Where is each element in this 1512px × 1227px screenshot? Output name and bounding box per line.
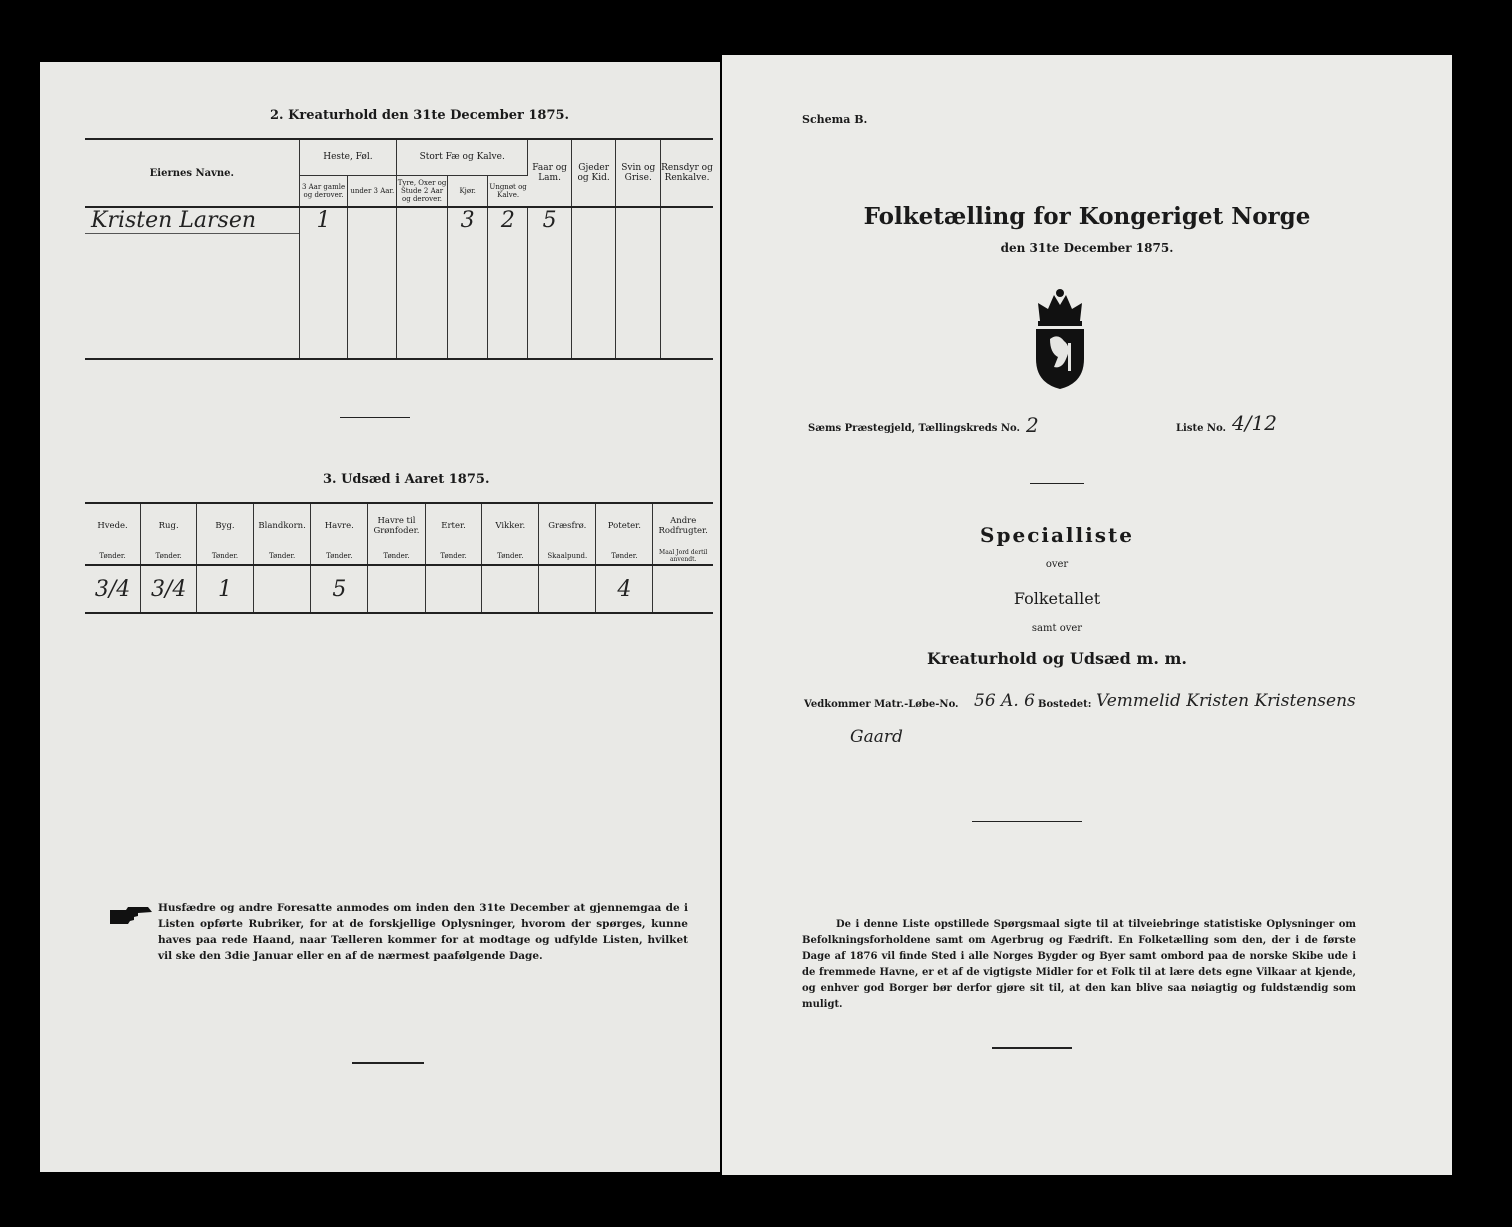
cell-c2: 3 bbox=[447, 207, 487, 234]
main-title: Folketælling for Kongeriget Norge bbox=[863, 203, 1311, 230]
h-blandkorn: Blandkorn. bbox=[253, 503, 311, 547]
divider bbox=[972, 821, 1082, 822]
samt-over-text: samt over bbox=[1031, 623, 1083, 634]
h-andre: Andre Rodfrugter. bbox=[658, 515, 708, 536]
h-rug: Rug. bbox=[141, 503, 197, 547]
col-reindeer: Rensdyr og Renkalve. bbox=[661, 139, 713, 207]
col-h1: 3 Aar gamle og derover. bbox=[299, 175, 348, 207]
col-goats: Gjeder og Kid. bbox=[571, 139, 616, 207]
parish-label: Sæms Præstegjeld, Tællingskreds No. bbox=[808, 423, 1021, 434]
divider bbox=[352, 1062, 424, 1064]
col-c1: Tyre, Oxer og Stude 2 Aar og derover. bbox=[397, 175, 448, 207]
section3-title: 3. Udsæd i Aaret 1875. bbox=[323, 472, 490, 487]
cell-c3: 2 bbox=[488, 207, 528, 234]
section2-title: 2. Kreaturhold den 31te December 1875. bbox=[270, 108, 570, 123]
col-owner: Eiernes Navne. bbox=[85, 139, 299, 207]
h-poteter: Poteter. bbox=[596, 503, 653, 547]
grp-cattle: Stort Fæ og Kalve. bbox=[397, 139, 528, 175]
notice-text: Husfædre og andre Foresatte anmodes om inden den 31te December at gjennemgaa de i Listen opførte Rubriker, for at de forskjellige Oplysninger, hvorom der spørges, kunne haves paa rede Haand, naar Tælleren kommer for at modtage og udfylde Listen, hvilket vil ske den 3die Januar eller en af de nærmest paafølgende Dage. bbox=[158, 902, 688, 962]
cell-sheep: 5 bbox=[528, 207, 572, 234]
divider bbox=[340, 417, 410, 418]
col-h2: under 3 Aar. bbox=[348, 175, 397, 207]
bosted-label: Bostedet: bbox=[1038, 699, 1092, 710]
v-byg: 1 bbox=[197, 565, 254, 613]
col-c3: Ungnøt og Kalve. bbox=[488, 175, 528, 207]
u-havre: Tønder. bbox=[311, 547, 368, 565]
folketallet-heading: Folketallet bbox=[1013, 589, 1101, 608]
footer-text: De i denne Liste opstillede Spørgsmaal sigte til at tilveiebringe statistiske Oplysninger om Befolkningsforholdene samt om Agerbrug og Fædrift. En Folketælling som den, der i de første Dage af 1876 vil finde Sted i alle Norges Bygder og Byer samt ombord paa de norske Skibe ude i de fremmede Havne, er et af de vigtigste Midler for et Folk til at lære dets egne Vilkaar at kjende, og enhver god Borger bør derfor gjøre sit til, at den kan blive saa nøiagtig og fuldstændig som muligt. bbox=[802, 919, 1356, 1010]
pointing-hand-icon bbox=[108, 904, 154, 926]
u-blandkorn: Tønder. bbox=[253, 547, 311, 565]
h-erter: Erter. bbox=[425, 503, 482, 547]
u-byg: Tønder. bbox=[197, 547, 254, 565]
v-hvede: 3/4 bbox=[85, 565, 141, 613]
u-poteter: Tønder. bbox=[596, 547, 653, 565]
u-vikker: Tønder. bbox=[482, 547, 539, 565]
grp-horses: Heste, Føl. bbox=[299, 139, 396, 175]
h-graesfro: Græsfrø. bbox=[539, 503, 596, 547]
list-no: 4/12 bbox=[1232, 411, 1277, 435]
owner-name: Kristen Larsen bbox=[85, 207, 299, 234]
title-date: den 31te December 1875. bbox=[1000, 241, 1174, 255]
livestock-table bbox=[85, 138, 713, 360]
v-havre: 5 bbox=[311, 565, 368, 613]
table-row bbox=[85, 565, 713, 613]
u-erter: Tønder. bbox=[425, 547, 482, 565]
divider bbox=[992, 1047, 1072, 1049]
v-rug: 3/4 bbox=[141, 565, 197, 613]
v-poteter: 4 bbox=[596, 565, 653, 613]
left-page bbox=[40, 62, 720, 1172]
cell-h1: 1 bbox=[299, 207, 348, 234]
bosted-line1: Vemmelid Kristen Kristensens bbox=[1096, 691, 1356, 711]
u-rug: Tønder. bbox=[141, 547, 197, 565]
bosted-line2: Gaard bbox=[850, 727, 903, 747]
table-row bbox=[85, 207, 713, 234]
u-andre: Maal Jord dertil anvendt. bbox=[659, 548, 708, 563]
matr-no: 56 A. 6 bbox=[974, 691, 1035, 711]
h-vikker: Vikker. bbox=[482, 503, 539, 547]
list-label: Liste No. bbox=[1176, 423, 1227, 434]
col-pigs: Svin og Grise. bbox=[616, 139, 661, 207]
col-sheep: Faar og Lam. bbox=[528, 139, 572, 207]
h-havre: Havre. bbox=[311, 503, 368, 547]
right-page bbox=[722, 55, 1452, 1175]
h-hvede: Hvede. bbox=[85, 503, 141, 547]
h-byg: Byg. bbox=[197, 503, 254, 547]
over-text: over bbox=[1045, 559, 1069, 570]
divider bbox=[1030, 483, 1084, 484]
u-hvede: Tønder. bbox=[85, 547, 141, 565]
coat-of-arms-icon bbox=[1028, 287, 1092, 391]
h-havre-gronfoder: Havre til Grønfoder. bbox=[368, 503, 426, 547]
specialliste-heading: Specialliste bbox=[980, 523, 1134, 547]
col-c2: Kjør. bbox=[447, 175, 487, 207]
kreatur-heading: Kreaturhold og Udsæd m. m. bbox=[927, 649, 1187, 668]
schema-label: Schema B. bbox=[802, 113, 868, 126]
u-havre-gronfoder: Tønder. bbox=[368, 547, 426, 565]
district-no: 2 bbox=[1026, 413, 1039, 437]
u-graesfro: Skaalpund. bbox=[539, 547, 596, 565]
sowing-table bbox=[85, 502, 713, 614]
matr-label: Vedkommer Matr.-Løbe-No. bbox=[804, 699, 959, 710]
